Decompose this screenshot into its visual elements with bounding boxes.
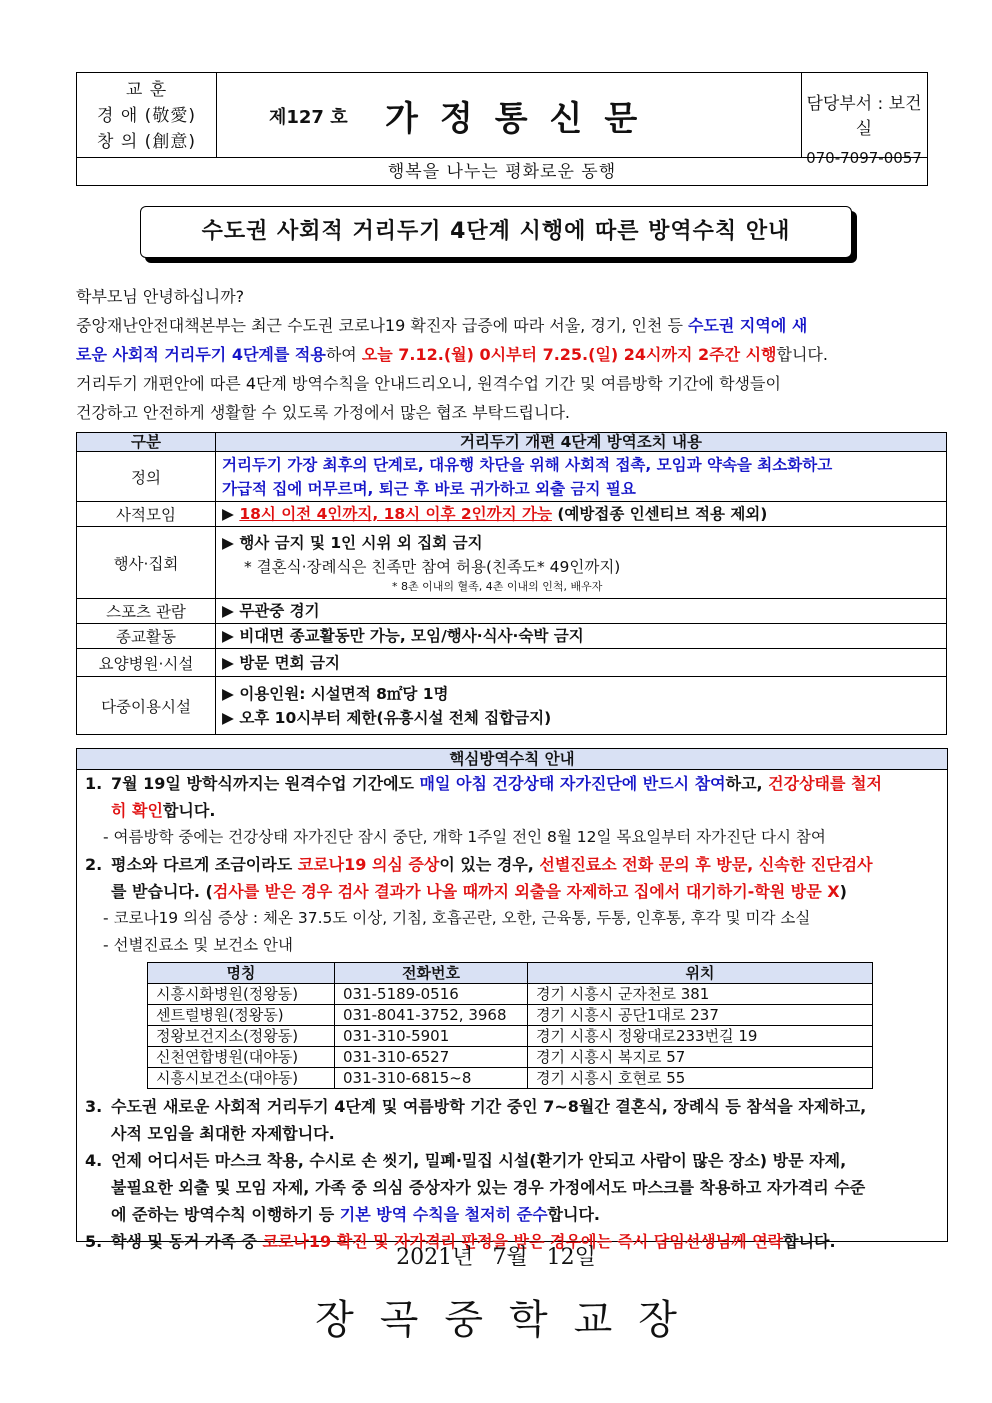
rule-text: [111, 1147, 865, 1228]
text: 방문 면회 금지: [239, 653, 340, 672]
event-line: ▶ 행사 금지 및 1인 시위 외 집회 금지: [222, 533, 483, 552]
clinic-location: 경기 시흥시 공단1대로 237: [528, 1005, 873, 1026]
text: 합니다.: [162, 801, 216, 820]
rule-number: 2.: [85, 855, 103, 874]
title-cell: [217, 73, 802, 157]
care-cell: ▶ 방문 면회 금지: [216, 649, 947, 677]
multi-line: ▶ 오후 10시부터 제한(유흥시설 전체 집합금지): [222, 708, 552, 727]
row-label: 행사·집회: [77, 527, 216, 599]
text: 비대면 종교활동만 가능, 모임/행사·식사·숙박 금지: [239, 627, 584, 645]
col-header-phone: 전화번호: [335, 963, 528, 984]
rule-text: [111, 1093, 866, 1147]
text: 무관중 경기: [239, 602, 320, 620]
text: 수도권 새로운 사회적 거리두기 4단계 및 여름방학 기간 중인 7~8월간 결혼식, 장례식 등 참석을 자제하고,: [111, 1097, 867, 1116]
principal-signature: 장곡중학교장: [315, 1297, 703, 1343]
motto-title: 교 훈: [125, 80, 168, 100]
text: ): [839, 882, 847, 901]
rule-number: 5.: [85, 1232, 103, 1251]
text: 합니다.: [783, 1232, 836, 1251]
definition-line: 가급적 집에 머무르며, 퇴근 후 바로 귀가하고 외출 금지 필요: [222, 479, 636, 498]
table-row: [148, 1026, 873, 1047]
clinic-name: 신천연합병원(대야동): [148, 1047, 335, 1068]
highlight: 히 확인: [111, 801, 163, 820]
text: 평소와 다르게 조금이라도: [111, 855, 298, 874]
period-highlight: 오늘 7.12.(월) 0시부터 7.25.(일) 24시까지 2주간 시행: [361, 345, 777, 364]
newsletter-header: [76, 72, 928, 186]
highlight: 로운 사회적 거리두기 4단계를 적용: [76, 345, 326, 364]
clinic-phone: 031-5189-0516: [335, 984, 528, 1005]
col-header-content: 거리두기 개편 4단계 방역조치 내용: [216, 433, 947, 452]
row-label: 요양병원·시설: [77, 649, 216, 677]
definition-line: 거리두기 가장 최후의 단계로, 대유행 차단을 위해 사회적 접촉, 모임과 약속을 최소화하고: [222, 455, 833, 474]
row-label: 다중이용시설: [77, 677, 216, 735]
text: 이용인원: 시설면적 8㎡당 1명: [239, 684, 449, 703]
headline-box: 수도권 사회적 거리두기 4단계 시행에 따른 방역수칙 안내: [140, 206, 852, 258]
rule-3: [85, 1093, 941, 1147]
table-row: [148, 984, 873, 1005]
highlight: 건강상태를 철저: [768, 774, 882, 793]
clinic-location: 경기 시흥시 복지로 57: [528, 1047, 873, 1068]
text: 하고,: [725, 774, 769, 793]
table-row: [148, 1047, 873, 1068]
clinic-name: 정왕보건지소(정왕동): [148, 1026, 335, 1047]
text: 사적 모임을 최대한 자제합니다.: [111, 1124, 335, 1143]
highlight: 코로나19 확진 및 자가격리 판정을 받은 경우에는 즉시 담임선생님께 연락: [262, 1232, 784, 1251]
rule-1: [85, 770, 941, 824]
row-label: 사적모임: [77, 502, 216, 527]
intro-line-4: 거리두기 개편안에 따른 4단계 방역수칙을 안내드리오니, 원격수업 기간 및 여름방학 기간에 학생들이: [76, 374, 781, 393]
definition-cell: [216, 452, 947, 502]
symptoms-note: - 코로나19 의심 증상 : 체온 37.5도 이상, 기침, 호흡곤란, 오한, 근육통, 두통, 인후통, 후각 및 미각 소실: [103, 909, 811, 927]
rule-text: [111, 851, 873, 905]
multi-line: ▶ 이용인원: 시설면적 8㎡당 1명: [222, 684, 449, 703]
motto-line-1: 경 애 (敬愛): [97, 106, 196, 126]
text: 에 준하는 방역수칙 이행하기 등: [111, 1205, 340, 1224]
rule-4: [85, 1147, 941, 1228]
col-header-category: 구분: [77, 433, 216, 452]
school-motto: [77, 73, 217, 157]
rules-box: [76, 748, 948, 1251]
rule-2: [85, 851, 941, 905]
clinic-phone: 031-8041-3752, 3968: [335, 1005, 528, 1026]
clinic-name: 시흥시보건소(대야동): [148, 1068, 335, 1089]
text: 를 받습니다. (: [111, 882, 213, 901]
rule-number: 4.: [85, 1151, 103, 1170]
text: 중앙재난안전대책본부는 최근 수도권 코로나19 확진자 급증에 따라 서울, 경기, 인천 등: [76, 316, 688, 335]
intro-line-3: [76, 340, 936, 369]
highlight: 매일 아침 건강상태 자가진단에 반드시 참여: [419, 774, 726, 793]
clinic-name: 시흥시화병원(정왕동): [148, 984, 335, 1005]
religion-cell: ▶ 비대면 종교활동만 가능, 모임/행사·식사·숙박 금지: [216, 624, 947, 649]
text: 합니다.: [547, 1205, 600, 1224]
clinic-location: 경기 시흥시 군자천로 381: [528, 984, 873, 1005]
intro-line-5: 건강하고 안전하게 생활할 수 있도록 가정에서 많은 협조 부탁드립니다.: [76, 403, 570, 422]
slogan: 행복을 나누는 평화로운 동행: [77, 157, 927, 186]
highlight: 코로나19 의심 증상: [297, 855, 440, 874]
event-cell: [216, 527, 947, 599]
text: 행사 금지 및 1인 시위 외 집회 금지: [239, 533, 483, 552]
measures-table: [76, 432, 947, 735]
rule-number: 1.: [85, 774, 103, 793]
department: 담당부서 : 보건실: [806, 94, 922, 139]
clinics-note: - 선별진료소 및 보건소 안내: [103, 936, 294, 954]
highlight: 18시 이전 4인까지, 18시 이후 2인까지 가능: [239, 505, 552, 523]
sports-cell: ▶ 무관중 경기: [216, 599, 947, 624]
col-header-location: 위치: [528, 963, 873, 984]
clinic-phone: 031-310-6527: [335, 1047, 528, 1068]
highlight: 기본 방역 수칙을 철저히 준수: [339, 1205, 548, 1224]
table-row: [148, 1005, 873, 1026]
row-label: 스포츠 관람: [77, 599, 216, 624]
highlight: 수도권 지역에 새: [687, 316, 808, 335]
rules-body: [77, 770, 947, 1255]
clinics-table: [147, 962, 873, 1089]
text: (예방접종 인센티브 적용 제외): [551, 505, 768, 523]
text: 7월 19일 방학식까지는 원격수업 기간에도: [111, 774, 420, 793]
text: 이 있는 경우,: [439, 855, 540, 874]
intro-text: [76, 282, 936, 427]
department-phone: 070-7097-0057: [806, 149, 922, 167]
row-label: 정의: [77, 452, 216, 502]
rule-1-note: - 여름방학 중에는 건강상태 자가진단 잠시 중단, 개학 1주일 전인 8월 12일 목요일부터 자가진단 다시 참여: [103, 828, 826, 846]
newsletter-title: 가정통신문: [385, 99, 660, 139]
clinic-name: 센트럴병원(정왕동): [148, 1005, 335, 1026]
highlight: 선별진료소 전화 문의 후 방문, 신속한 진단검사: [539, 855, 873, 874]
department-cell: [801, 73, 927, 167]
rule-number: 3.: [85, 1097, 103, 1116]
multi-cell: [216, 677, 947, 735]
clinic-location: 경기 시흥시 정왕대로233번길 19: [528, 1026, 873, 1047]
text: 언제 어디서든 마스크 착용, 수시로 손 씻기, 밀폐·밀집 시설(환기가 안되고 사람이 많은 장소) 방문 자제,: [111, 1151, 847, 1170]
text: 하여: [325, 345, 362, 364]
rules-title: 핵심방역수칙 안내: [77, 749, 947, 770]
intro-line-2: [76, 311, 936, 340]
text: 오후 10시부터 제한(유흥시설 전체 집합금지): [239, 708, 552, 727]
greeting: 학부모님 안녕하십니까?: [76, 287, 245, 306]
table-row: [148, 1068, 873, 1089]
text: 합니다.: [776, 345, 828, 364]
col-header-name: 명칭: [148, 963, 335, 984]
issue-date: 2021년 7월 12일: [396, 1245, 596, 1270]
issue-number: 제127 호: [269, 107, 348, 128]
event-note: * 결혼식·장례식은 친족만 참여 허용(친족도* 49인까지): [244, 557, 621, 576]
clinic-phone: 031-310-5901: [335, 1026, 528, 1047]
text: 불필요한 외출 및 모임 자제, 가족 중 의심 증상자가 있는 경우 가정에서도 마스크를 착용하고 자가격리 수준: [111, 1178, 866, 1197]
text: 학생 및 동거 가족 중: [111, 1232, 263, 1251]
motto-line-2: 창 의 (創意): [97, 132, 196, 152]
clinic-phone: 031-310-6815~8: [335, 1068, 528, 1089]
rule-text: [111, 770, 882, 824]
clinic-location: 경기 시흥시 호현로 55: [528, 1068, 873, 1089]
row-label: 종교활동: [77, 624, 216, 649]
event-footnote: * 8촌 이내의 혈족, 4촌 이내의 인척, 배우자: [392, 579, 603, 593]
private-cell: ▶ 18시 이전 4인까지, 18시 이후 2인까지 가능 (예방접종 인센티브 적용 제외): [216, 502, 947, 527]
highlight: 검사를 받은 경우 검사 결과가 나올 때까지 외출을 자제하고 집에서 대기하기-학원 방문 X: [212, 882, 840, 901]
